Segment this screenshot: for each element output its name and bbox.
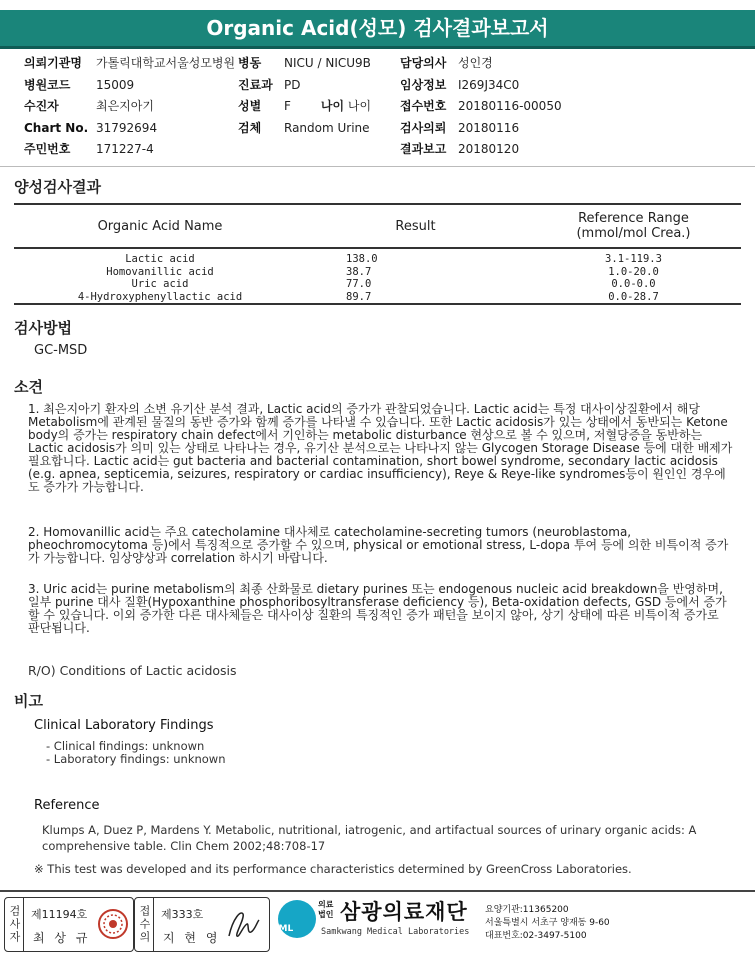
footer-divider (0, 890, 755, 892)
org-prefix-line2: 법인 (318, 910, 334, 919)
acid-reference: 0.0-28.7 (526, 291, 741, 305)
info-label: 검체 (238, 120, 262, 135)
org-phone: 대표번호:02-3497-5100 (485, 931, 587, 941)
method-value: GC-MSD (34, 343, 88, 358)
info-label: 병동 (238, 56, 262, 70)
org-code: 요양기관:11365200 (485, 905, 569, 915)
report-title: Organic Acid(성모) 검사결과보고서 (0, 10, 755, 49)
info-value: 15009 (96, 77, 135, 92)
clinical-finding-item: - Clinical findings: unknown (46, 739, 205, 753)
info-value: 31792694 (96, 120, 158, 135)
info-value: 최은지아기 (96, 99, 154, 113)
tester-name: 최 상 규 (33, 931, 91, 945)
finding-paragraph-3: 3. Uric acid는 purine metabolism의 최종 산화물로 dietary purines 또는 endogenous nucleic acid breakdown을 반영하며, 일부 purine 대사 질환(Hypoxanthine phosphoribosyltransferase deficiency 등), Beta-oxidation defects, GSD 등에서 증가할 수 있습니다. 이외 증가한 다른 대사체들은 대사이상 질환의 특징적인 증가 패턴을 보이지 않아, 상기 상태에 따른 비특이적 증가로 판단됩니다. (28, 582, 727, 635)
acid-reference: 0.0-0.0 (611, 278, 656, 290)
info-label: 수진자 (24, 99, 59, 113)
footnote: ※ This test was developed and its performance characteristics determined by GreenCross Laboratories. (34, 862, 632, 876)
header-reference-line2: (mmol/mol Crea.) (576, 226, 691, 241)
org-name: 삼광의료재단 (340, 900, 468, 924)
findings-heading: 소견 (14, 378, 43, 396)
info-label: 결과보고 (400, 142, 447, 156)
info-value: 20180116-00050 (458, 99, 562, 113)
header-reference (526, 204, 741, 248)
info-label: 임상정보 (400, 77, 447, 92)
acid-result: 89.7 (306, 291, 526, 305)
info-value: 20180120 (458, 142, 520, 156)
age-label: 나이 (320, 99, 345, 113)
info-value: 성인경 (458, 56, 493, 70)
org-address: 서울특별시 서초구 양재동 9-60 (485, 918, 610, 928)
table-row (14, 278, 741, 291)
header-reference-line1: Reference Range (578, 211, 689, 226)
info-value: 20180116 (458, 120, 520, 135)
info-label: 의뢰기관명 (24, 56, 82, 70)
finding-paragraph-1: 1. 최은지아기 환자의 소변 유기산 분석 결과, Lactic acid의 증가가 관찰되었습니다. Lactic acid는 특정 대사이상질환에서 해당 Metabolism에 관계된 물질의 동반 증가와 함께 증가를 나타낼 수 있습니다. 또한 Lactic acidosis가 있는 상태에서 동반되는 Ketone body의 증가는 respiratory chain defect에서 기인하는 metabolic disturbance 현상으로 볼 수 있으며, 저혈당증을 동반하는 Lactic acidosis가 의미 있는 상태로 나타나는 경우, 유기산 분석으로는 나타나지 않는 Glycogen Storage Disease 등에 대한 배제가 필요합니다. Lactic acid는 gut bacteria and bacterial contamination, short bowel syndrome, secondary lactic acidosis (e.g. apnea, septicemia, seizures, respiratory or cardiac insufficiency), Reye & Reye-like syndromes등이 원인인 경우에도 증가가 가능합니다. (28, 402, 733, 494)
reviewer-name: 지 현 영 (163, 931, 221, 945)
acid-name: Lactic acid (125, 253, 195, 265)
age-value: 나이 (347, 99, 372, 113)
acid-reference: 3.1-119.3 (605, 253, 662, 265)
table-row (14, 253, 741, 266)
table-header-row (14, 204, 741, 248)
info-label: 검사의뢰 (400, 120, 447, 135)
seal-stamp-icon (97, 906, 129, 942)
info-value: PD (284, 77, 301, 92)
info-label: 접수번호 (400, 99, 447, 113)
divider (0, 166, 755, 167)
patient-info-col2 (238, 53, 371, 139)
sml-logo-text: SML (272, 924, 294, 934)
patient-info-col3 (400, 53, 562, 161)
tester-license-no: 제11194호 (31, 908, 88, 921)
results-table (14, 203, 741, 305)
acid-name: 4-Hydroxyphenyllactic acid (14, 291, 306, 305)
acid-result: 77.0 (346, 278, 372, 290)
org-english-name: Samkwang Medical Laboratories (321, 927, 470, 937)
patient-info-col1 (24, 53, 235, 161)
remarks-heading: 비고 (14, 692, 43, 710)
info-value: I269J34C0 (458, 77, 520, 92)
reference-title: Reference (34, 798, 100, 813)
reviewer-license-no: 제333호 (161, 908, 204, 921)
acid-name: Homovanillic acid (106, 265, 214, 278)
header-result: Result (306, 204, 526, 248)
info-label: Chart No. (24, 120, 89, 135)
reviewer-signature-box (134, 897, 270, 952)
clinical-findings-title: Clinical Laboratory Findings (34, 718, 214, 733)
reviewer-label: 접수의 (135, 898, 154, 951)
table-row (14, 291, 741, 305)
info-label: 성별 (238, 99, 262, 113)
tester-signature-box (4, 897, 134, 952)
finding-paragraph-2: 2. Homovanillic acid는 주요 catecholamine 대사체로 catecholamine-secreting tumors (neuroblastoma, pheochromocytoma 등)에서 특징적으로 증가할 수 있으며, physical or emotional stress, L-dopa 투여 등에 의한 비특이적 증가가 가능합니다. 임상양상과 correlation 하시기 바랍니다. (28, 525, 729, 565)
acid-result: 38.7 (346, 265, 372, 278)
info-label: 진료과 (238, 77, 273, 92)
info-value: 가톨릭대학교서울성모병원 (96, 56, 236, 70)
acid-reference: 1.0-20.0 (608, 265, 659, 278)
info-label: 병원코드 (24, 77, 71, 92)
info-value: 171227-4 (96, 142, 154, 156)
acid-result: 138.0 (346, 253, 378, 265)
reference-text: Klumps A, Duez P, Mardens Y. Metabolic, nutritional, iatrogenic, and artifactual sources of urinary organic acids: A comprehensive table. Clin Chem 2002;48:708-17 (42, 823, 697, 853)
tester-label: 검사자 (5, 898, 24, 951)
positive-results-heading: 양성검사결과 (14, 178, 101, 196)
table-row (14, 266, 741, 279)
info-value: F (284, 99, 291, 113)
clinical-finding-item: - Laboratory findings: unknown (46, 752, 226, 766)
header-name: Organic Acid Name (14, 204, 306, 248)
info-label: 담당의사 (400, 56, 447, 70)
acid-name: Uric acid (131, 278, 189, 290)
info-value: NICU / NICU9B (284, 56, 371, 70)
info-value: Random Urine (284, 120, 370, 135)
method-heading: 검사방법 (14, 319, 72, 337)
org-prefix (318, 900, 333, 920)
org-prefix-line1: 의료 (318, 900, 334, 909)
signature-icon (223, 904, 263, 944)
rule-out-text: R/O) Conditions of Lactic acidosis (28, 663, 237, 678)
info-label: 주민번호 (24, 142, 71, 156)
